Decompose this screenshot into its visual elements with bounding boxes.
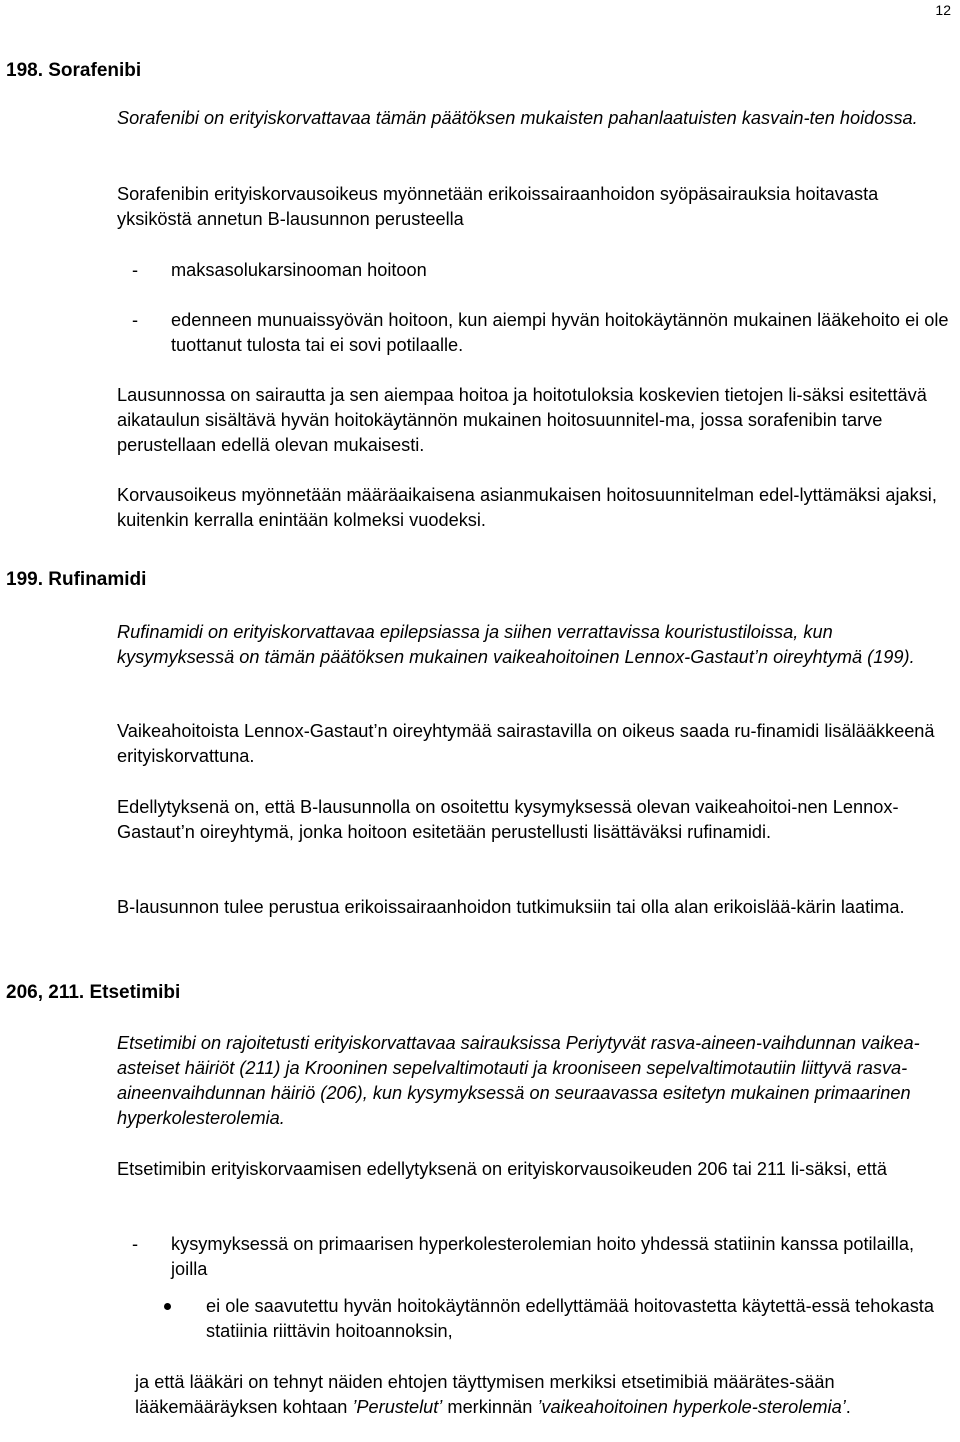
sorafenibi-paragraph-1: Sorafenibin erityiskorvausoikeus myönnetään erikoissairaanhoidon syöpäsairauksia hoitavasta yksiköstä annetun B-lausunnon perusteella	[117, 184, 879, 229]
sorafenibi-paragraph-3: Korvausoikeus myönnetään määräaikaisena asianmukaisen hoitosuunnitelman edel-lyttämäksi ajaksi, kuitenkin kerralla enintään kolmeksi vuodeksi.	[117, 485, 937, 530]
etsetimibi-closing	[135, 1370, 949, 1420]
closing-text: .	[845, 1397, 851, 1417]
sublist-item	[158, 1294, 948, 1344]
list-item-text: maksasolukarsinooman hoitoon	[171, 260, 427, 280]
term-vaikeahoitoinen: ’vaikeahoitoinen hyperkole-sterolemia’	[537, 1397, 846, 1417]
list-item	[117, 258, 949, 283]
section-heading-rufinamidi: 199. Rufinamidi	[6, 569, 147, 590]
rufinamidi-paragraph-2: Edellytyksenä on, että B-lausunnolla on osoitettu kysymyksessä olevan vaikeahoitoi-nen Lennox-Gastaut’n oireyhtymä, jonka hoitoon esitetään perustellusti lisättäväksi rufinamidi.	[117, 797, 899, 842]
rufinamidi-intro: Rufinamidi on erityiskorvattavaa epilepsiassa ja siihen verrattavissa kouristustiloissa, kun kysymyksessä on tämän päätöksen mukainen vaikeahoitoinen Lennox-Gastaut’n oireyhtymä (199).	[117, 622, 915, 667]
list-item	[117, 308, 949, 358]
section-heading-sorafenibi: 198. Sorafenibi	[6, 60, 142, 81]
list-item	[117, 1232, 949, 1282]
etsetimibi-paragraph-1: Etsetimibin erityiskorvaamisen edellytyksenä on erityiskorvausoikeuden 206 tai 211 li-säksi, että	[117, 1159, 887, 1179]
sorafenibi-paragraph-2: Lausunnossa on sairautta ja sen aiempaa hoitoa ja hoitotuloksia koskevien tietojen li-säksi esitettävä aikataulun sisältävä hyvän hoitokäytännön mukainen hoitosuunnitel-ma, jossa sorafenibin tarve perustellaan edellä olevan mukaisesti.	[117, 385, 927, 455]
closing-text: merkinnän	[442, 1397, 538, 1417]
dash-marker: -	[132, 260, 139, 280]
dash-marker: -	[132, 1234, 139, 1254]
bullet-icon	[164, 1303, 171, 1310]
term-perustelut: ’Perustelut’	[352, 1397, 443, 1417]
dash-marker: -	[132, 310, 139, 330]
sorafenibi-intro: Sorafenibi on erityiskorvattavaa tämän päätöksen mukaisten pahanlaatuisten kasvain-ten hoidossa.	[117, 108, 918, 128]
sublist-item-text: ei ole saavutettu hyvän hoitokäytännön edellyttämää hoitovastetta käytettä-essä tehokasta statiinia riittävin hoitoannoksin,	[206, 1296, 934, 1341]
list-item-text: edenneen munuaissyövän hoitoon, kun aiempi hyvän hoitokäytännön mukainen lääkehoito ei ole tuottanut tulosta tai ei sovi potilaalle.	[171, 310, 949, 355]
section-heading-etsetimibi: 206, 211. Etsetimibi	[6, 982, 181, 1003]
rufinamidi-paragraph-1: Vaikeahoitoista Lennox-Gastaut’n oireyhtymää sairastavilla on oikeus saada ru-finamidi lisälääkkeenä erityiskorvattuna.	[117, 721, 935, 766]
list-item-text: kysymyksessä on primaarisen hyperkolesterolemian hoito yhdessä statiinin kanssa potilailla, joilla	[171, 1234, 915, 1279]
closing-text: ja että lääkäri on tehnyt näiden ehtojen täyttymisen merkiksi etsetimibiä määrätes-sään lääkemääräyksen kohtaan	[135, 1372, 835, 1417]
page-number: 12	[935, 2, 951, 18]
rufinamidi-paragraph-3: B-lausunnon tulee perustua erikoissairaanhoidon tutkimuksiin tai olla alan erikoislää-kärin laatima.	[117, 897, 905, 917]
etsetimibi-intro: Etsetimibi on rajoitetusti erityiskorvattavaa sairauksissa Periytyvät rasva-aineen-vaihdunnan vaikea-asteiset häiriöt (211) ja Krooninen sepelvaltimotauti ja krooniseen sepelvaltimotautiin liittyvä rasva-aineenvaihdunnan häiriö (206), kun kysymyksessä on seuraavassa esitetyn mukainen primaarinen hyperkolesterolemia.	[117, 1033, 920, 1128]
